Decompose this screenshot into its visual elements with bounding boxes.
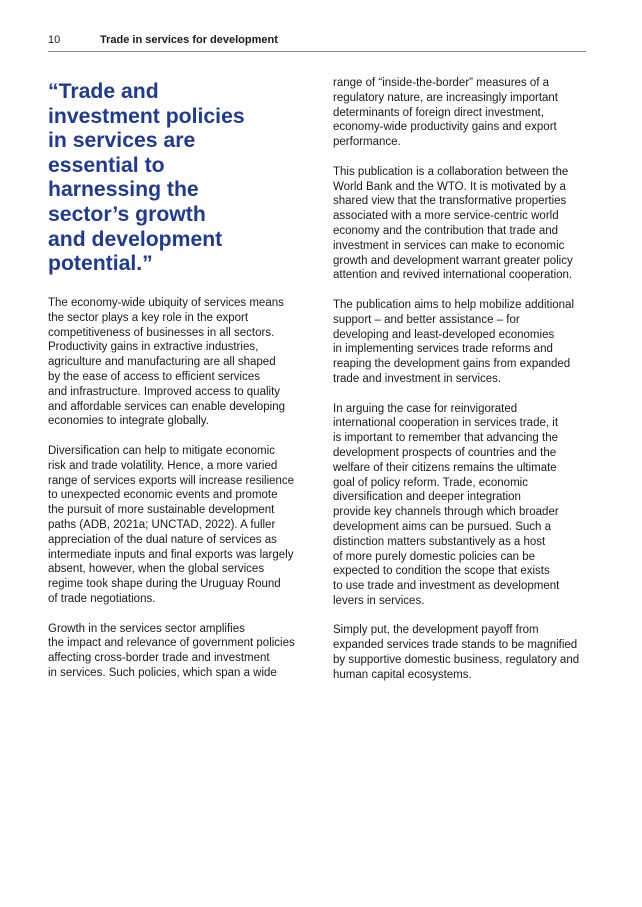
left-column (48, 296, 302, 696)
text-line: and infrastructure. Improved access to quality (48, 385, 281, 398)
text-line: expanded services trade stands to be magnified (333, 639, 578, 652)
text-line: the pursuit of more sustainable development (48, 504, 275, 517)
text-line: reaping the development gains from expanded (333, 358, 571, 371)
text-line: human capital ecosystems. (333, 668, 472, 681)
text-line: development prospects of countries and the (333, 446, 557, 459)
text-line: economy-wide productivity gains and export (333, 121, 557, 134)
text-line: shared view that the transformative properties (333, 195, 567, 208)
pull-quote-line: harnessing the (48, 178, 199, 202)
text-line: Productivity gains in extractive industries, (48, 341, 259, 354)
text-line: and affordable services can enable developing (48, 400, 285, 413)
text-line: in implementing services trade reforms and (333, 343, 553, 356)
body-paragraph (48, 444, 302, 607)
pull-quote-line: “Trade and (48, 80, 159, 103)
body-paragraph (48, 622, 302, 681)
text-line: World Bank and the WTO. It is motivated by a (333, 180, 566, 193)
text-line: The publication aims to help mobilize additional (333, 298, 575, 311)
text-line: goal of policy reform. Trade, economic (333, 476, 528, 489)
text-line: associated with a more service-centric world (333, 210, 559, 223)
text-line: is important to remember that advancing the (333, 432, 559, 445)
running-header (48, 33, 586, 52)
running-title: Trade in services for development (100, 34, 278, 46)
text-line: agriculture and manufacturing are all shaped (48, 356, 276, 369)
text-line: regulatory nature, are increasingly important (333, 91, 559, 104)
text-line: of trade negotiations. (48, 592, 156, 605)
text-line: welfare of their citizens remains the ultimate (333, 461, 557, 474)
text-line: Diversification can help to mitigate economic (48, 444, 275, 457)
text-line: Simply put, the development payoff from (333, 624, 539, 637)
body-paragraph (333, 402, 591, 609)
pull-quote-line: investment policies (48, 104, 245, 128)
page-number: 10 (48, 34, 61, 46)
text-line: to unexpected economic events and promote (48, 489, 278, 502)
text-line: The economy-wide ubiquity of services means (48, 297, 284, 309)
text-line: economies to integrate globally. (48, 415, 209, 428)
text-line: expected to condition the scope that exists (333, 565, 550, 578)
pull-quote-line: in services are (48, 129, 196, 153)
text-line: This publication is a collaboration between the (333, 165, 569, 178)
text-line: of more purely domestic policies can be (333, 550, 535, 563)
text-line: determinants of foreign direct investment, (333, 106, 544, 119)
text-line: Growth in the services sector amplifies (48, 622, 245, 635)
text-line: the impact and relevance of government policies (48, 637, 295, 650)
text-line: levers in services. (333, 594, 425, 607)
text-line: international cooperation in services trade, it (333, 417, 559, 430)
text-line: appreciation of the dual nature of services as (48, 533, 277, 546)
text-line: developing and least-developed economies (333, 328, 555, 341)
text-line: the sector plays a key role in the export (48, 311, 249, 324)
pull-quote-line: and development (48, 227, 223, 251)
body-paragraph (333, 298, 591, 387)
text-line: intermediate inputs and final exports was largely (48, 548, 294, 561)
text-line: competitiveness of businesses in all sectors. (48, 326, 275, 339)
text-line: in services. Such policies, which span a wide (48, 666, 277, 679)
pull-quote-line: potential.” (48, 252, 153, 276)
text-line: absent, however, when the global services (48, 563, 265, 576)
text-line: range of services exports will increase resilience (48, 474, 295, 487)
text-line: attention and revived international cooperation. (333, 269, 573, 282)
text-line: diversification and deeper integration (333, 491, 521, 504)
text-line: regime took shape during the Uruguay Round (48, 578, 281, 591)
text-line: performance. (333, 136, 401, 149)
body-paragraph (333, 165, 591, 283)
body-paragraph (48, 296, 302, 429)
text-line: economy and the contribution that trade and (333, 224, 559, 237)
pull-quote-line: sector’s growth (48, 202, 206, 226)
text-line: risk and trade volatility. Hence, a more varied (48, 459, 278, 472)
text-line: trade and investment in services. (333, 372, 502, 385)
text-line: investment in services can make to economic (333, 239, 565, 252)
text-line: development aims can be pursued. Such a (333, 520, 551, 533)
text-line: to use trade and investment as development (333, 580, 560, 593)
text-line: provide key channels through which broader (333, 506, 559, 519)
pull-quote-line: essential to (48, 153, 165, 177)
body-paragraph (333, 623, 591, 682)
text-line: by supportive domestic business, regulatory and (333, 654, 580, 667)
text-line: In arguing the case for reinvigorated (333, 402, 518, 415)
text-line: affecting cross-border trade and investment (48, 652, 270, 665)
text-line: support – and better assistance – for (333, 313, 520, 326)
text-line: distinction matters substantively as a host (333, 535, 546, 548)
text-line: growth and development warrant greater policy (333, 254, 573, 267)
body-paragraph (333, 76, 591, 150)
text-line: paths (ADB, 2021a; UNCTAD, 2022). A fuller (48, 518, 276, 531)
pull-quote (48, 80, 288, 277)
text-line: by the ease of access to efficient services (48, 370, 261, 383)
right-column (333, 76, 591, 697)
text-line: range of “inside-the-border” measures of a (333, 77, 550, 89)
